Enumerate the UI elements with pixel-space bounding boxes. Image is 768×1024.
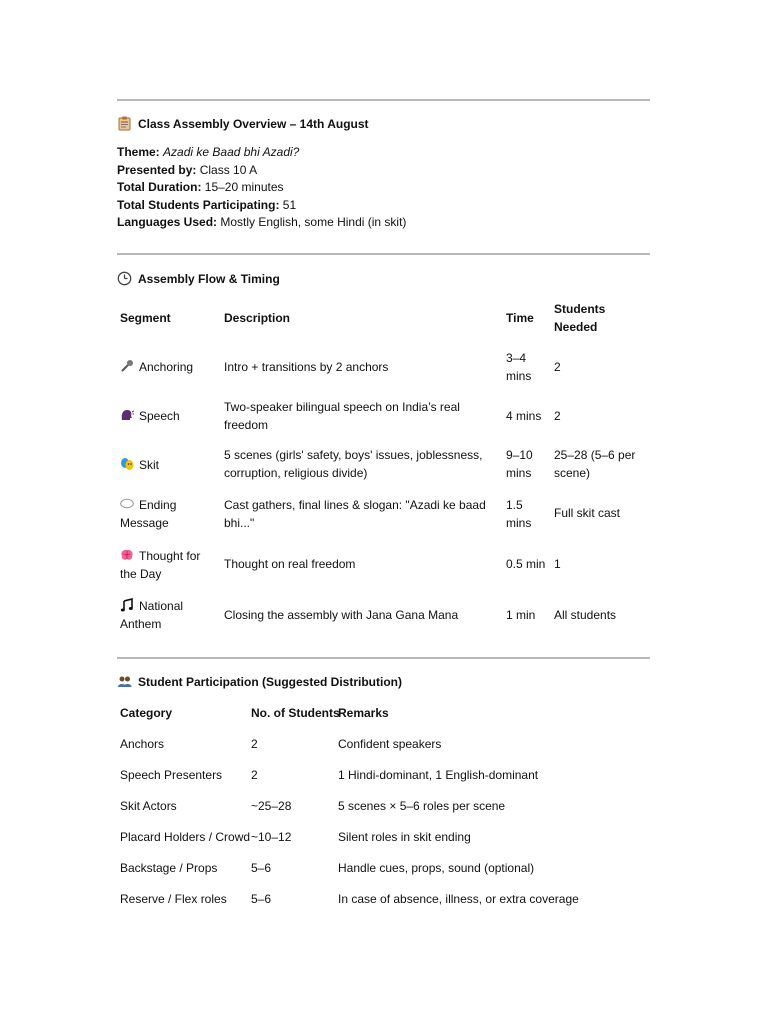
clock-icon — [117, 271, 132, 286]
participation-category: Placard Holders / Crowd — [120, 830, 251, 844]
participation-count: 5–6 — [251, 861, 272, 875]
participation-category: Skit Actors — [120, 799, 177, 813]
participation-remarks: 5 scenes × 5–6 roles per scene — [338, 799, 506, 813]
flow-row-time: 4 mins — [506, 409, 542, 423]
participation-category: Speech Presenters — [120, 768, 223, 782]
overview-heading — [117, 116, 369, 131]
participation-remarks: Handle cues, props, sound (optional) — [338, 861, 535, 875]
header-count: No. of Students — [251, 706, 340, 720]
flow-row-segment: National Anthem — [120, 599, 184, 631]
participation-count: ~25–28 — [251, 799, 292, 813]
flow-row-students: All students — [554, 608, 617, 622]
microphone-icon — [120, 359, 134, 373]
theater-masks-icon — [120, 457, 134, 471]
flow-row-description: 5 scenes (girls' safety, boys' issues, joblessness, corruption, religious divide) — [224, 448, 483, 480]
flow-row-students: Full skit cast — [554, 506, 621, 520]
header-description: Description — [224, 311, 291, 325]
flow-title: Assembly Flow & Timing — [138, 271, 280, 286]
participation-count: 2 — [251, 768, 258, 782]
flow-row-description: Closing the assembly with Jana Gana Mana — [224, 608, 459, 622]
flow-row-segment: Anchoring — [120, 358, 193, 376]
flow-row-students: 2 — [554, 409, 561, 423]
flow-row-time: 1 min — [506, 608, 536, 622]
participation-count: 2 — [251, 737, 258, 751]
section-divider — [117, 253, 650, 255]
participation-count: 5–6 — [251, 892, 272, 906]
flow-row-time: 3–4 mins — [506, 351, 532, 383]
participation-title: Student Participation (Suggested Distribution) — [138, 674, 402, 689]
languages-line: Languages Used: Mostly English, some Hindi (in skit) — [117, 215, 407, 229]
header-students: Students Needed — [554, 302, 606, 334]
flow-row-description: Two-speaker bilingual speech on India’s real freedom — [224, 400, 460, 432]
people-icon — [117, 674, 132, 689]
clipboard-icon — [117, 116, 132, 131]
flow-row-segment: Ending Message — [120, 498, 177, 530]
participation-count: ~10–12 — [251, 830, 292, 844]
flow-heading — [117, 271, 280, 286]
flow-row-time: 1.5 mins — [506, 498, 532, 530]
theme-line: Theme: Azadi ke Baad bhi Azadi? — [117, 145, 300, 159]
flow-row-description: Thought on real freedom — [224, 557, 356, 571]
flow-row-time: 0.5 min — [506, 557, 546, 571]
header-remarks: Remarks — [338, 706, 389, 720]
participation-remarks: 1 Hindi-dominant, 1 English-dominant — [338, 768, 539, 782]
flow-row-time: 9–10 mins — [506, 448, 533, 480]
participation-heading — [117, 674, 402, 689]
flow-row-students: 1 — [554, 557, 561, 571]
speaking-head-icon — [120, 408, 134, 422]
music-note-icon — [120, 598, 134, 612]
header-time: Time — [506, 311, 534, 325]
participation-remarks: In case of absence, illness, or extra coverage — [338, 892, 579, 906]
participation-category: Anchors — [120, 737, 165, 751]
flow-row-segment: Skit — [120, 456, 159, 474]
section-divider — [117, 99, 650, 101]
flow-row-students: 25–28 (5–6 per scene) — [554, 448, 636, 480]
flow-row-description: Cast gathers, final lines & slogan: "Azadi ke baad bhi..." — [224, 498, 486, 530]
participation-category: Backstage / Props — [120, 861, 218, 875]
overview-title: Class Assembly Overview – 14th August — [138, 116, 369, 131]
duration-line: Total Duration: 15–20 minutes — [117, 180, 284, 194]
flow-row-segment: Thought for the Day — [120, 549, 201, 581]
flow-row-description: Intro + transitions by 2 anchors — [224, 360, 389, 374]
participation-remarks: Silent roles in skit ending — [338, 830, 471, 844]
brain-icon — [120, 548, 134, 562]
participation-category: Reserve / Flex roles — [120, 892, 227, 906]
section-divider — [117, 657, 650, 659]
participation-remarks: Confident speakers — [338, 737, 442, 751]
flow-row-students: 2 — [554, 360, 561, 374]
header-segment: Segment — [120, 311, 171, 325]
header-category: Category — [120, 706, 173, 720]
presented-line: Presented by: Class 10 A — [117, 163, 258, 177]
speech-bubble-icon — [120, 497, 134, 511]
students-line: Total Students Participating: 51 — [117, 198, 297, 212]
flow-row-segment: Speech — [120, 407, 180, 425]
